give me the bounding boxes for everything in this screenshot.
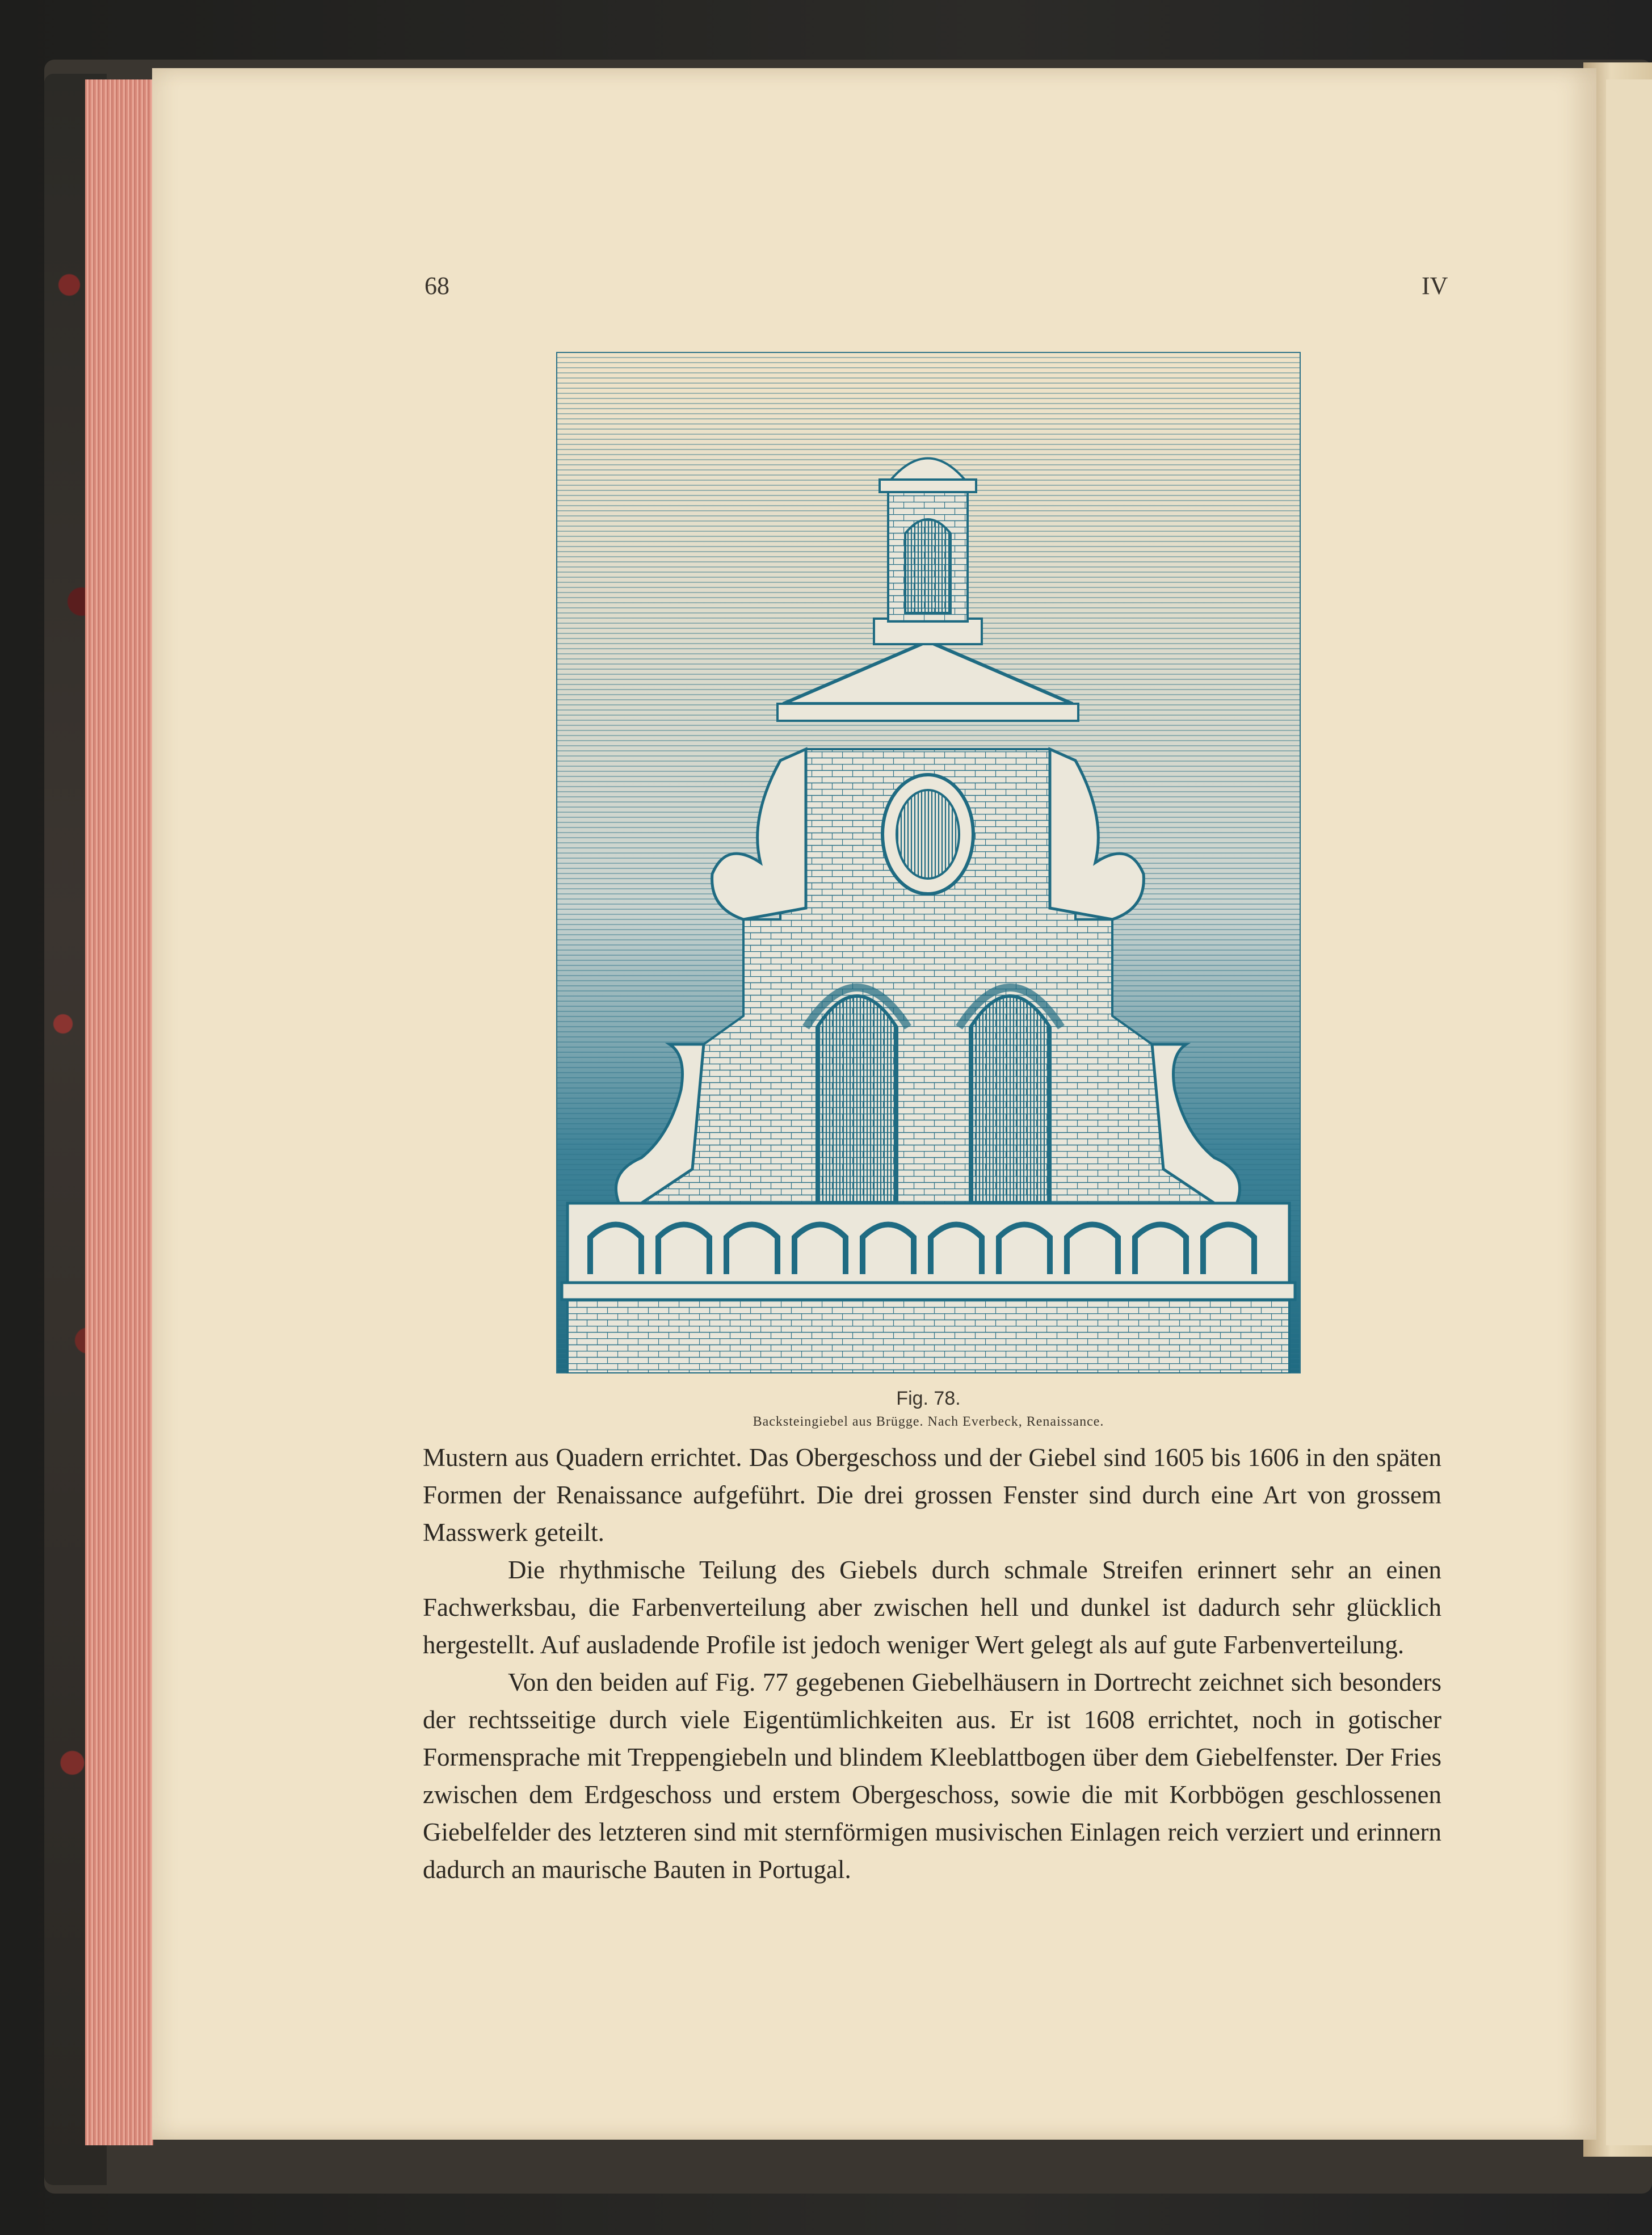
belfry-cornice	[880, 480, 976, 492]
body-text	[423, 1439, 1441, 1888]
oval-window	[897, 790, 959, 879]
gable-engraving	[556, 352, 1301, 1373]
figure-caption: Backsteingiebel aus Brügge. Nach Everbeck, Renaissance.	[753, 1414, 1104, 1429]
facing-page-sliver	[1606, 79, 1652, 2145]
belfry-opening	[905, 519, 951, 613]
figure-gable-illustration	[556, 352, 1301, 1373]
left-arch-window	[817, 996, 897, 1203]
section-marker: IV	[1422, 272, 1448, 300]
paragraph-2: Die rhythmische Teilung des Giebels durch schmale Streifen erinnert sehr an einen Fachwerksbau, die Farbenverteilung aber zwischen hell und dunkel ist dadurch sehr glücklich hergestellt. Auf ausladende Profile ist jedoch weniger Wert gelegt als auf gute Farbenverteilung.	[423, 1556, 1441, 1659]
lower-wall	[568, 1300, 1289, 1373]
cornice	[562, 1283, 1295, 1300]
page-edges	[85, 79, 153, 2145]
paragraph-1: Mustern aus Quadern errichtet. Das Obergeschoss und der Giebel sind 1605 bis 1606 in den späten Formen der Renaissance aufgeführt. Die drei grossen Fenster sind durch eine Art von grossem Masswerk geteilt.	[423, 1443, 1441, 1547]
paragraph-3: Von den beiden auf Fig. 77 gegebenen Giebelhäusern in Dortrecht zeichnet sich besonders der rechtsseitige durch viele Eigentümlichkeiten aus. Er ist 1608 errichtet, noch in gotischer Formensprache mit Treppengiebeln und blindem Kleeblattbogen über dem Giebelfenster. Der Fries zwischen dem Erdgeschoss und erstem Obergeschoss, sowie die mit Korbbögen geschlossenen Giebelfelder des letzteren sind mit sternförmigen musivischen Einlagen reich verziert und erinnern dadurch an maurische Bauten in Portugal.	[423, 1668, 1441, 1884]
right-arch-window	[970, 996, 1050, 1203]
figure-number: Fig. 78.	[896, 1388, 961, 1409]
page-number: 68	[424, 272, 449, 300]
pediment-base	[777, 704, 1078, 721]
